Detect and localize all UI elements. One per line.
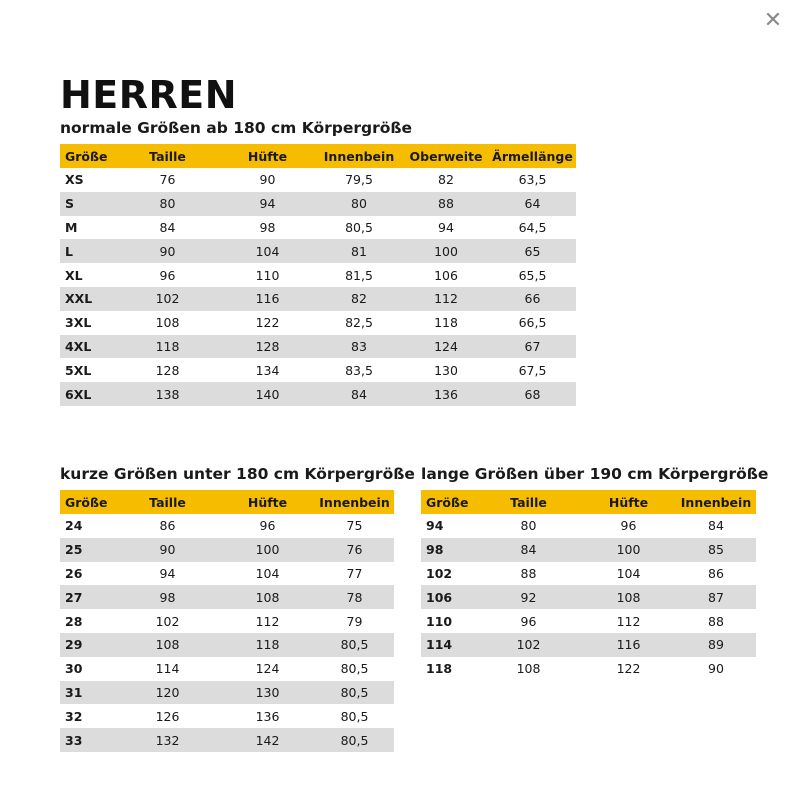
column-header: Innenbein — [315, 490, 394, 514]
column-header: Größe — [60, 490, 115, 514]
measurement-cell: 83,5 — [345, 362, 373, 378]
measurement-cell: 84 — [159, 219, 176, 235]
measurement-cell: 66 — [489, 287, 576, 311]
measurement-cell: 84 — [315, 382, 403, 406]
measurement-cell: 118 — [115, 335, 220, 359]
measurement-cell: 132 — [115, 728, 220, 752]
measurement-cell: 112 — [403, 287, 489, 311]
table-row — [421, 562, 756, 586]
measurement-cell: 114 — [155, 661, 180, 677]
measurement-cell: 108 — [115, 633, 220, 657]
size-cell: 5XL — [65, 362, 92, 378]
table-row — [60, 681, 394, 705]
measurement-cell: 130 — [434, 362, 458, 378]
measurement-cell: 66,5 — [518, 315, 547, 331]
column-header: Taille — [476, 490, 581, 514]
measurement-cell: 120 — [115, 681, 220, 705]
measurement-cell: 112 — [616, 613, 641, 629]
measurement-cell: 102 — [476, 633, 581, 657]
measurement-cell: 106 — [434, 267, 458, 283]
short-size-table — [60, 490, 394, 752]
measurement-cell: 104 — [255, 565, 280, 581]
measurement-cell: 78 — [315, 585, 394, 609]
table-row — [60, 538, 394, 562]
measurement-cell: 79,5 — [345, 172, 373, 188]
size-cell: S — [60, 192, 115, 216]
measurement-cell: 86 — [708, 565, 724, 581]
measurement-cell: 87 — [676, 585, 756, 609]
measurement-cell: 80 — [315, 192, 403, 216]
measurement-cell: 108 — [581, 585, 676, 609]
measurement-cell: 108 — [516, 661, 541, 677]
table-row — [60, 514, 394, 538]
measurement-cell: 84 — [476, 538, 581, 562]
measurement-cell: 76 — [315, 538, 394, 562]
size-cell: 26 — [65, 565, 83, 581]
measurement-cell: 88 — [708, 613, 724, 629]
measurement-cell: 67 — [489, 335, 576, 359]
measurement-cell: 94 — [159, 565, 176, 581]
column-header: Innenbein — [676, 490, 756, 514]
column-header: Hüfte — [220, 144, 315, 168]
table-row — [421, 538, 756, 562]
measurement-cell: 102 — [155, 613, 180, 629]
measurement-cell: 124 — [255, 661, 280, 677]
measurement-cell: 81 — [315, 239, 403, 263]
measurement-cell: 82 — [315, 287, 403, 311]
measurement-cell: 98 — [115, 585, 220, 609]
measurement-cell: 81,5 — [345, 267, 373, 283]
table-row — [421, 657, 756, 681]
measurement-cell: 80 — [115, 192, 220, 216]
close-icon[interactable]: ✕ — [763, 8, 783, 33]
measurement-cell: 90 — [259, 172, 276, 188]
column-header: Größe — [60, 144, 115, 168]
measurement-cell: 90 — [115, 538, 220, 562]
size-cell: XXL — [60, 287, 115, 311]
table-row — [60, 633, 394, 657]
measurement-cell: 116 — [220, 287, 315, 311]
size-cell: 3XL — [65, 315, 92, 331]
measurement-cell: 100 — [581, 538, 676, 562]
size-cell: 24 — [65, 518, 83, 534]
table-row — [60, 192, 576, 216]
measurement-cell: 96 — [620, 518, 637, 534]
measurement-cell: 136 — [255, 708, 280, 724]
measurement-cell: 96 — [520, 613, 537, 629]
size-cell: 29 — [60, 633, 115, 657]
table-row — [421, 633, 756, 657]
measurement-cell: 85 — [676, 538, 756, 562]
measurement-cell: 112 — [255, 613, 280, 629]
measurement-cell: 128 — [220, 335, 315, 359]
column-header: Hüfte — [581, 490, 676, 514]
measurement-cell: 136 — [403, 382, 489, 406]
size-cell: XL — [65, 267, 83, 283]
table-row — [421, 585, 756, 609]
measurement-cell: 80,5 — [345, 219, 373, 235]
table-row — [60, 335, 576, 359]
column-header: Ärmellänge — [489, 144, 576, 168]
column-header: Taille — [115, 490, 220, 514]
size-cell: 32 — [65, 708, 83, 724]
measurement-cell: 128 — [155, 362, 180, 378]
size-cell: XS — [65, 172, 84, 188]
page-title: HERREN — [60, 73, 238, 117]
table-row — [421, 514, 756, 538]
measurement-cell: 122 — [616, 661, 641, 677]
measurement-cell: 104 — [616, 565, 641, 581]
measurement-cell: 88 — [403, 192, 489, 216]
measurement-cell: 90 — [115, 239, 220, 263]
long-size-table — [421, 490, 756, 681]
table-row — [60, 382, 576, 406]
measurement-cell: 79 — [346, 613, 363, 629]
column-header: Oberweite — [403, 144, 489, 168]
table-row — [60, 263, 576, 287]
measurement-cell: 80 — [520, 518, 537, 534]
measurement-cell: 80,5 — [340, 661, 369, 677]
measurement-cell: 118 — [434, 315, 458, 331]
measurement-cell: 82 — [438, 172, 454, 188]
table-row — [60, 239, 576, 263]
measurement-cell: 98 — [259, 219, 276, 235]
size-cell: 4XL — [60, 335, 115, 359]
table-row — [421, 609, 756, 633]
column-header: Innenbein — [315, 144, 403, 168]
measurement-cell: 102 — [115, 287, 220, 311]
measurement-cell: 94 — [220, 192, 315, 216]
table-row — [60, 657, 394, 681]
measurement-cell: 104 — [220, 239, 315, 263]
measurement-cell: 80,5 — [315, 728, 394, 752]
table-row — [60, 311, 576, 335]
measurement-cell: 118 — [220, 633, 315, 657]
measurement-cell: 86 — [159, 518, 176, 534]
measurement-cell: 122 — [255, 315, 280, 331]
size-cell: 27 — [60, 585, 115, 609]
table-row — [60, 168, 576, 192]
short-sizes-subtitle: kurze Größen unter 180 cm Körpergröße — [60, 465, 415, 483]
measurement-cell: 130 — [220, 681, 315, 705]
measurement-cell: 65 — [489, 239, 576, 263]
measurement-cell: 67,5 — [518, 362, 547, 378]
table-row — [60, 287, 576, 311]
table-row — [60, 704, 394, 728]
size-cell: 102 — [426, 565, 453, 581]
measurement-cell: 116 — [581, 633, 676, 657]
measurement-cell: 142 — [220, 728, 315, 752]
table-row — [60, 728, 394, 752]
measurement-cell: 134 — [255, 362, 280, 378]
table-row — [60, 585, 394, 609]
measurement-cell: 138 — [115, 382, 220, 406]
measurement-cell: 90 — [708, 661, 724, 677]
measurement-cell: 88 — [520, 565, 537, 581]
column-header: Hüfte — [220, 490, 315, 514]
normal-size-table — [60, 144, 576, 406]
table-header-row — [60, 144, 576, 168]
measurement-cell: 77 — [346, 565, 363, 581]
measurement-cell: 100 — [403, 239, 489, 263]
measurement-cell: 76 — [159, 172, 176, 188]
column-header: Größe — [421, 490, 476, 514]
measurement-cell: 80,5 — [340, 708, 369, 724]
size-cell: 110 — [426, 613, 453, 629]
measurement-cell: 96 — [259, 518, 276, 534]
measurement-cell: 83 — [315, 335, 403, 359]
table-row — [60, 609, 394, 633]
size-cell: 6XL — [60, 382, 115, 406]
measurement-cell: 124 — [403, 335, 489, 359]
size-cell: 28 — [65, 613, 83, 629]
table-header-row — [60, 490, 394, 514]
size-cell: 114 — [421, 633, 476, 657]
size-cell: 30 — [65, 661, 83, 677]
size-cell: 31 — [60, 681, 115, 705]
measurement-cell: 63,5 — [518, 172, 547, 188]
measurement-cell: 94 — [438, 219, 454, 235]
table-row — [60, 358, 576, 382]
size-cell: 33 — [60, 728, 115, 752]
measurement-cell: 75 — [346, 518, 363, 534]
long-sizes-subtitle: lange Größen über 190 cm Körpergröße — [421, 465, 769, 483]
size-cell: 98 — [421, 538, 476, 562]
measurement-cell: 65,5 — [518, 267, 547, 283]
measurement-cell: 110 — [255, 267, 280, 283]
table-row — [60, 562, 394, 586]
measurement-cell: 89 — [676, 633, 756, 657]
measurement-cell: 64 — [489, 192, 576, 216]
size-cell: 94 — [426, 518, 444, 534]
column-header: Taille — [115, 144, 220, 168]
measurement-cell: 140 — [220, 382, 315, 406]
measurement-cell: 64,5 — [518, 219, 547, 235]
size-cell: 106 — [421, 585, 476, 609]
normal-sizes-subtitle: normale Größen ab 180 cm Körpergröße — [60, 119, 413, 137]
measurement-cell: 100 — [220, 538, 315, 562]
measurement-cell: 126 — [155, 708, 180, 724]
measurement-cell: 108 — [220, 585, 315, 609]
table-header-row — [421, 490, 756, 514]
measurement-cell: 96 — [159, 267, 176, 283]
table-row — [60, 216, 576, 240]
measurement-cell: 82,5 — [345, 315, 373, 331]
size-cell: 25 — [60, 538, 115, 562]
measurement-cell: 80,5 — [315, 633, 394, 657]
size-cell: L — [60, 239, 115, 263]
size-cell: 118 — [426, 661, 453, 677]
size-cell: M — [65, 219, 78, 235]
measurement-cell: 92 — [476, 585, 581, 609]
measurement-cell: 80,5 — [315, 681, 394, 705]
measurement-cell: 108 — [155, 315, 180, 331]
measurement-cell: 68 — [489, 382, 576, 406]
measurement-cell: 84 — [708, 518, 724, 534]
